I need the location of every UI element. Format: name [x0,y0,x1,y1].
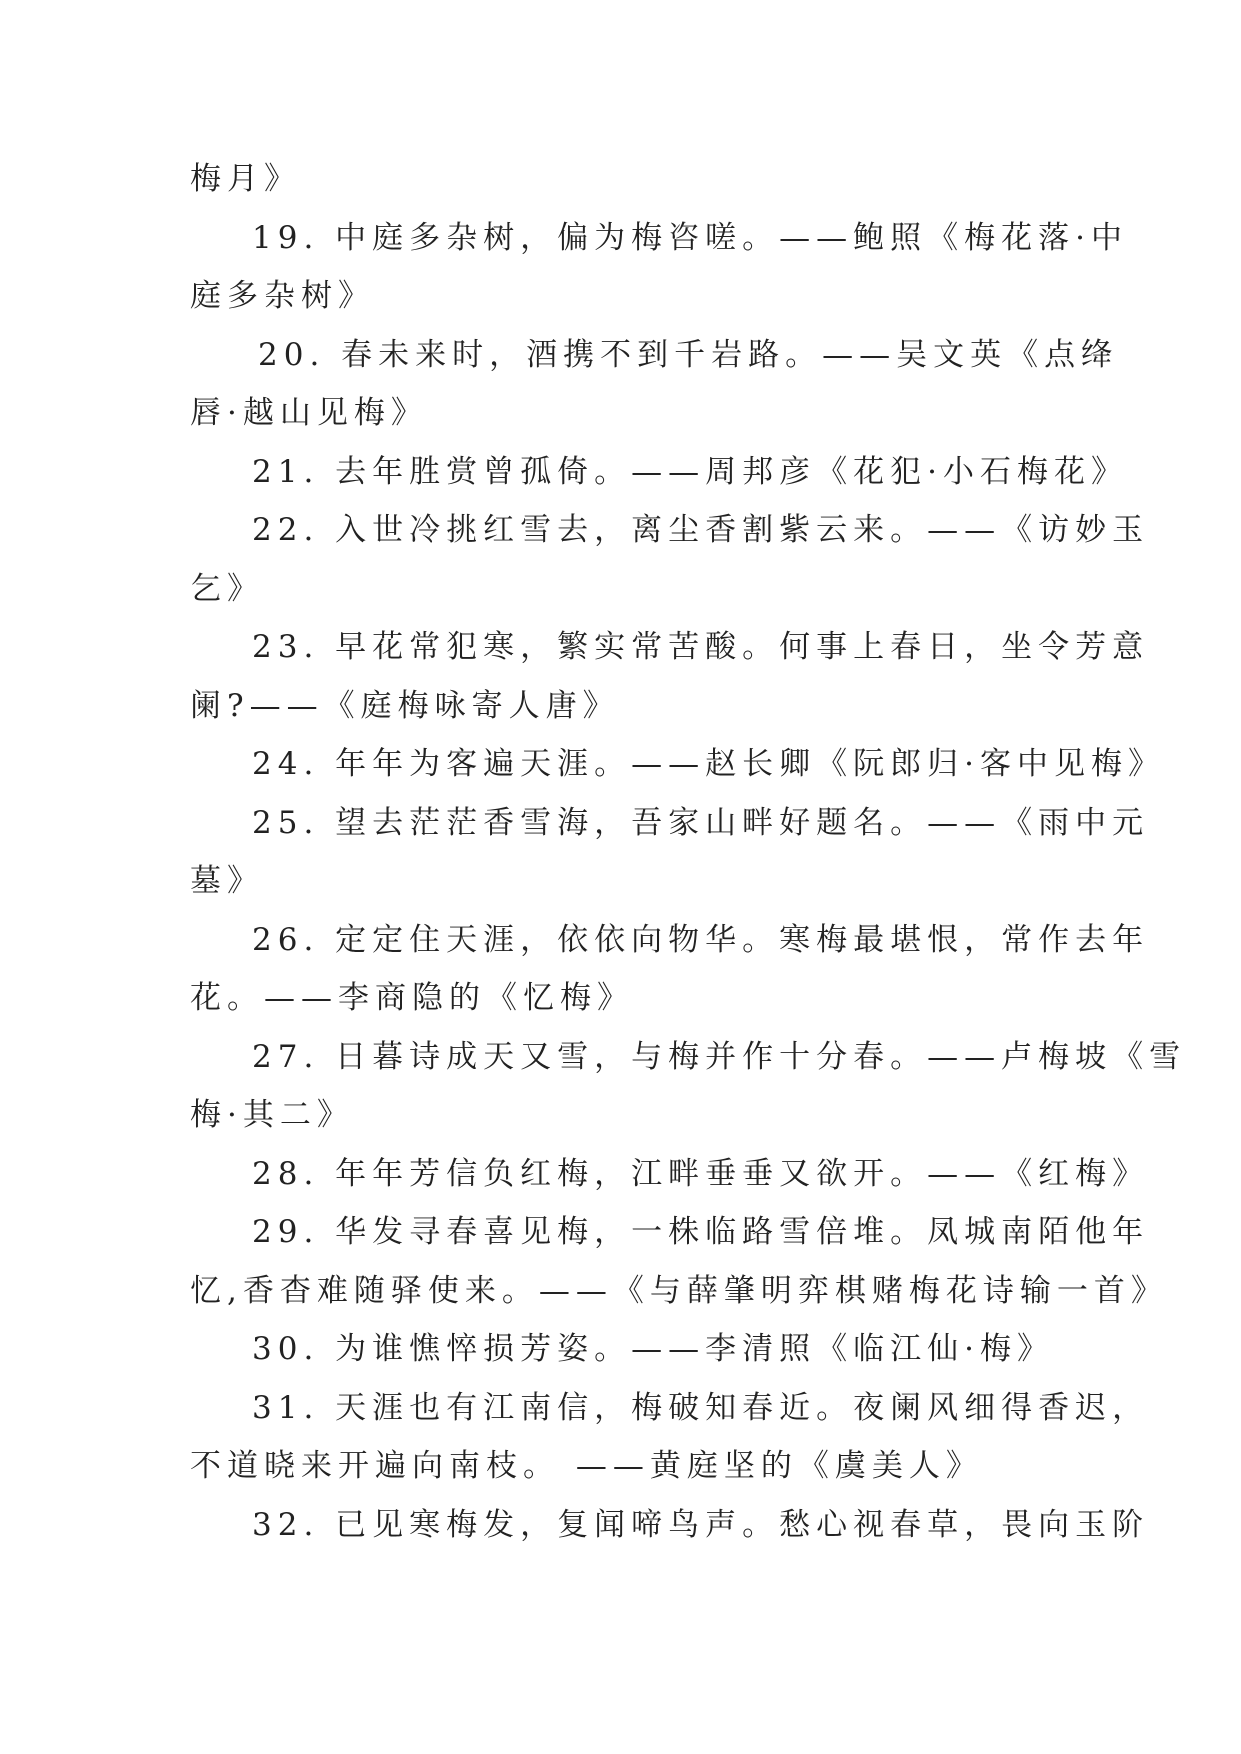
poem-text-block [190,150,1187,1554]
text-line: 唇·越山见梅》 [190,395,428,431]
text-line: 29. 华发寻春喜见梅，一株临路雪倍堆。凤城南陌他年 [252,1214,1150,1250]
text-line: 墓》 [190,863,264,899]
text-line: 31. 天涯也有江南信，梅破知春近。夜阑风细得香迟， [252,1389,1150,1426]
text-line: 26. 定定住天涯，依依向物华。寒梅最堪恨，常作去年 [252,921,1150,958]
text-line: 19. 中庭多杂树，偏为梅咨嗟。——鲍照《梅花落·中 [252,219,1129,256]
text-line: 庭多杂树》 [190,278,375,314]
text-line: 22. 入世冷挑红雪去，离尘香割紫云来。——《访妙玉 [252,512,1150,548]
text-line: 30. 为谁憔悴损芳姿。——李清照《临江仙·梅》 [252,1331,1055,1367]
text-line: 阑?——《庭梅咏寄人唐》 [190,687,620,724]
text-line: 花。——李商隐的《忆梅》 [190,980,634,1016]
text-line: 25. 望去茫茫香雪海，吾家山畔好题名。——《雨中元 [252,804,1150,841]
text-line: 28. 年年芳信负红梅，江畔垂垂又欲开。——《红梅》 [252,1155,1150,1192]
text-line: 忆,香杳难随驿使来。——《与薛肇明弈棋赌梅花诗输一首》 [190,1272,1168,1309]
text-line: 不道晓来开遍向南枝。 ——黄庭坚的《虞美人》 [190,1448,983,1484]
text-line: 梅·其二》 [190,1097,354,1133]
text-line: 32. 已见寒梅发，复闻啼鸟声。愁心视春草，畏向玉阶 [252,1506,1150,1543]
text-line: 梅月》 [190,161,301,197]
text-line: 20. 春未来时，酒携不到千岩路。——吴文英《点绛 [258,336,1119,373]
text-line: 24. 年年为客遍天涯。——赵长卿《阮郎归·客中见梅》 [252,746,1166,782]
text-line: 23. 早花常犯寒，繁实常苦酸。何事上春日，坐令芳意 [252,629,1150,665]
text-line: 27. 日暮诗成天又雪，与梅并作十分春。——卢梅坡《雪 [252,1038,1187,1075]
text-line: 乞》 [190,570,264,607]
text-line: 21. 去年胜赏曾孤倚。——周邦彦《花犯·小石梅花》 [252,453,1129,490]
